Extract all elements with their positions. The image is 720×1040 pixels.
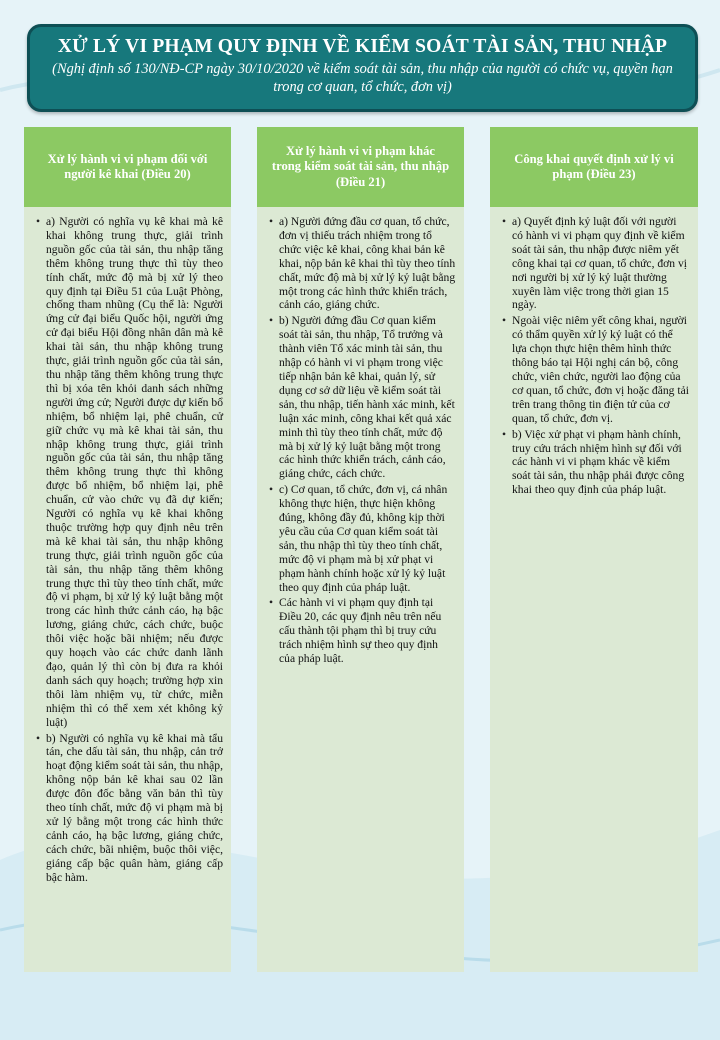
list-item: • a) Người đứng đầu cơ quan, tổ chức, đơn vị thiếu trách nhiệm trong tổ chức việc kê khai, công khai bản kê khai, nộp bản kê khai thì tùy theo tính chất, mức độ mà bị xử lý kỷ luật bằng một trong các hình thức khiển trách, cảnh cáo, giáng chức. — [269, 215, 456, 312]
page-title: XỬ LÝ VI PHẠM QUY ĐỊNH VỀ KIỂM SOÁT TÀI SẢN, THU NHẬP — [57, 36, 668, 57]
list-item: • Các hành vi vi phạm quy định tại Điều 20, các quy định nêu trên nếu cấu thành tội phạm thì bị truy cứu trách nhiệm hình sự theo quy định của pháp luật. — [269, 596, 456, 666]
column-body — [24, 207, 231, 972]
list-item: • b) Việc xử phạt vi phạm hành chính, truy cứu trách nhiệm hình sự đối với các hành vi vi phạm khác về kiểm soát tài sản, thu nhập phải được công khai theo quy định của pháp luật. — [502, 428, 690, 498]
bullet-list — [269, 215, 456, 666]
column-body — [490, 207, 698, 972]
page-subtitle: (Nghị định số 130/NĐ-CP ngày 30/10/2020 về kiểm soát tài sản, thu nhập của người có chức vụ, quyền hạn trong cơ quan, tổ chức, đơn vị) — [52, 61, 673, 95]
column-heading: Xử lý hành vi vi phạm đối với người kê khai (Điều 20) — [24, 127, 231, 207]
column-heading: Công khai quyết định xử lý vi phạm (Điều 23) — [490, 127, 698, 207]
bullet-list — [36, 215, 223, 885]
list-item: • Ngoài việc niêm yết công khai, người có thẩm quyền xử lý kỷ luật có thể lựa chọn thực hiện thêm hình thức thông báo tại Hội nghị cán bộ, công chức, viên chức, người lao động của cơ quan, tổ chức, đơn vị hoặc đăng tải trên trang thông tin điện tử của cơ quan, tổ chức, đơn vị. — [502, 314, 690, 425]
list-item: • a) Người có nghĩa vụ kê khai mà kê khai không trung thực, giải trình nguồn gốc của tài sản, thu nhập tăng thêm không trung thực thì tùy theo tính chất, mức độ mà bị xử lý theo quy định tại Điều 51 của Luật Phòng, chống tham nhũng (Cụ thể là: Người ứng cử đại biểu Quốc hội, người ứng cử đại biểu Hội đồng nhân dân mà kê khai tài sản, thu nhập không trung thực, giải trình nguồn gốc của tài sản, thu nhập tăng thêm không trung thực thì bị xóa tên khỏi danh sách những người ứng cử; Người được dự kiến bổ nhiệm, bổ nhiệm lại, phê chuẩn, cử giữ chức vụ mà kê khai tài sản, thu nhập không trung thực, giải trình nguồn gốc của tài sản, thu nhập tăng thêm không trung thực thì không được bổ nhiệm, bổ nhiệm lại, phê chuẩn, cử vào chức vụ đã dự kiến; Người có nghĩa vụ kê khai không thuộc trường hợp quy định nêu trên mà kê khai tài sản, thu nhập không trung thực, giải trình nguồn gốc của tài sản, thu nhập tăng thêm không trung thực thì tùy theo tính chất, mức độ vi phạm, bị xử lý kỷ luật bằng một trong các hình thức cảnh cáo, hạ bậc lương, giáng chức, cách chức, buộc thôi việc hoặc bãi nhiệm; nếu được quy hoạch vào các chức danh lãnh đạo, quản lý thì còn bị đưa ra khỏi danh sách quy hoạch; trường hợp xin thôi làm nhiệm vụ, từ chức, miễn nhiệm thì có thể xem xét không kỷ luật) — [36, 215, 223, 730]
list-item: • b) Người đứng đầu Cơ quan kiểm soát tài sản, thu nhập, Tổ trưởng và thành viên Tổ xác minh tài sản, thu nhập có hành vi vi phạm trong việc tiếp nhận bản kê khai, quản lý, sử dụng cơ sở dữ liệu về kiểm soát tài sản, thu nhập, tiến hành xác minh, kết luận xác minh, công khai kết quả xác minh thì tùy theo tính chất, mức độ mà bị xử lý kỷ luật bằng một trong các hình thức khiển trách, cảnh cáo, giáng chức, cách chức. — [269, 314, 456, 481]
column-heading: Xử lý hành vi vi phạm khác trong kiểm soát tài sản, thu nhập (Điều 21) — [257, 127, 464, 207]
column-article-21 — [257, 127, 464, 972]
bullet-list — [502, 215, 690, 497]
list-item: • c) Cơ quan, tổ chức, đơn vị, cá nhân không thực hiện, thực hiện không đúng, không đầy đủ, không kịp thời yêu cầu của Cơ quan kiểm soát tài sản, thu nhập thì tùy theo tính chất, mức độ vi phạm mà bị xử phạt vi phạm hành chính hoặc xử lý kỷ luật theo quy định của pháp luật. — [269, 483, 456, 594]
column-article-20 — [24, 127, 231, 972]
list-item: • b) Người có nghĩa vụ kê khai mà tẩu tán, che dấu tài sản, thu nhập, cản trở hoạt động kiểm soát tài sản, thu nhập, không nộp bản kê khai sau 02 lần được đôn đốc bằng văn bản thì tùy theo tính chất, mức độ vi phạm mà bị xử lý bằng một trong các hình thức cảnh cáo, hạ bậc lương, giáng chức, cách chức, bãi nhiệm, buộc thôi việc, giáng cấp bậc quân hàm, giáng cấp bậc hàm. — [36, 732, 223, 885]
title-banner — [27, 24, 698, 112]
column-body — [257, 207, 464, 972]
list-item: • a) Quyết định kỷ luật đối với người có hành vi vi phạm quy định về kiểm soát tài sản, thu nhập được niêm yết công khai tại cơ quan, tổ chức, đơn vị nơi người bị xử lý kỷ luật thường xuyên làm việc trong thời gian 15 ngày. — [502, 215, 690, 312]
column-article-23 — [490, 127, 698, 972]
